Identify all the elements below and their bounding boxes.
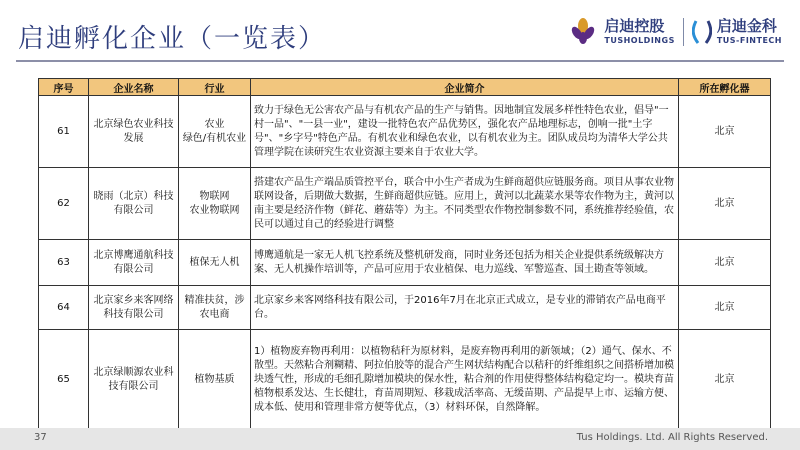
page-title: 启迪孵化企业（一览表） xyxy=(18,24,327,54)
column-header: 所在孵化器 xyxy=(679,79,771,96)
incubator-location: 北京 xyxy=(679,96,771,168)
incubator-location: 北京 xyxy=(679,240,771,286)
row-number: 61 xyxy=(39,96,89,168)
company-description: 1）植物废弃物再利用：以植物秸秆为原材料，是废弃物再利用的新领域；（2）通气、保水、不散型。天然粘合剂糊精、阿拉伯胶等的混合产生网状结构配合以秸秆的纤维组织之间搭桥增加模块透气性，形成的毛细孔隙增加模块的保水性，粘合剂的作用使得整体结构稳定均一。模块育苗植物根系发达、生长健壮，育苗周期短、移栽成活率高、无缓苗期、产品提早上市、运输方便、成本低、使用和管理非常方便等优点，（3）材料环保，自然降解。 xyxy=(251,330,679,430)
table-row xyxy=(39,240,771,286)
incubator-location: 北京 xyxy=(679,286,771,330)
company-description: 北京家乡来客网络科技有限公司，于2016年7月在北京正式成立，是专业的滞销农产品电商平台。 xyxy=(251,286,679,330)
logo-tus-cn: 启迪控股 xyxy=(604,17,665,35)
title-divider xyxy=(16,60,784,62)
company-description: 搭建农产品生产端品质管控平台，联合中小生产者成为生鲜商超供应链服务商。项目从事农业物联网设备，后期做大数据，生鲜商超供应链。应用上，黄河以北蔬菜水果等农作物为主，黄河以南主要是经济作物（鲜花、蘑菇等）为主。不同类型农作物控制参数不同，系统推荐经验值，农民可以通过自己的经验进行调整 xyxy=(251,168,679,240)
row-number: 63 xyxy=(39,240,89,286)
table-row xyxy=(39,96,771,168)
table-row xyxy=(39,330,771,430)
industry: 精准扶贫，涉农电商 xyxy=(179,286,251,330)
column-header: 企业简介 xyxy=(251,79,679,96)
incubator-location: 北京 xyxy=(679,330,771,430)
logo-tus-en: TUSHOLDINGS xyxy=(604,36,675,45)
logos xyxy=(568,14,782,50)
company-name: 晓雨（北京）科技有限公司 xyxy=(89,168,179,240)
tus-holdings-logo xyxy=(568,17,674,47)
industry: 植保无人机 xyxy=(179,240,251,286)
industry-text: 农业 绿色/有机农业 xyxy=(182,118,247,144)
page-number: 37 xyxy=(34,432,47,443)
industry xyxy=(179,168,251,240)
logo-divider xyxy=(683,18,684,46)
company-name: 北京绿色农业科技发展 xyxy=(89,96,179,168)
industry xyxy=(179,96,251,168)
column-header: 行业 xyxy=(179,79,251,96)
column-header: 序号 xyxy=(39,79,89,96)
column-header: 企业名称 xyxy=(89,79,179,96)
logo-fintech-en: TUS-FINTECH xyxy=(716,36,782,45)
footer-bar xyxy=(0,428,800,450)
incubated-companies-table xyxy=(38,78,771,430)
fintech-mark-icon xyxy=(692,17,712,47)
table-row xyxy=(39,286,771,330)
company-name: 北京博鹰通航科技有限公司 xyxy=(89,240,179,286)
row-number: 64 xyxy=(39,286,89,330)
company-description: 致力于绿色无公害农产品与有机农产品的生产与销售。因地制宜发展多样性特色农业，倡导"一村一品"、"一县一业"，建设一批特色农产品优势区，强化农产品地理标志，创响一批"土字号"、"乡字号"特色产品。有机农业和绿色农业，以有机农业为主。团队成员均为清华大学公共管理学院在读研究生农业资源主要来自于农业大学。 xyxy=(251,96,679,168)
industry: 植物基质 xyxy=(179,330,251,430)
table-row xyxy=(39,168,771,240)
row-number: 62 xyxy=(39,168,89,240)
table-header-row xyxy=(39,79,771,96)
copyright-notice: Tus Holdings. Ltd. All Rights Reserved. xyxy=(576,432,768,443)
logo-fintech-cn: 启迪金科 xyxy=(716,17,777,35)
incubator-location: 北京 xyxy=(679,168,771,240)
tus-flower-icon xyxy=(568,17,598,47)
row-number: 65 xyxy=(39,330,89,430)
company-name: 北京绿顺源农业科技有限公司 xyxy=(89,330,179,430)
tus-fintech-logo xyxy=(692,17,782,47)
company-name: 北京家乡来客网络科技有限公司 xyxy=(89,286,179,330)
industry-text: 物联网 农业物联网 xyxy=(189,190,240,216)
company-description: 博鹰通航是一家无人机飞控系统及整机研发商，同时业务还包括为相关企业提供系统级解决方案、无人机操作培训等，产品可应用于农业植保、电力巡线、军警巡查、国土勘查等领域。 xyxy=(251,240,679,286)
